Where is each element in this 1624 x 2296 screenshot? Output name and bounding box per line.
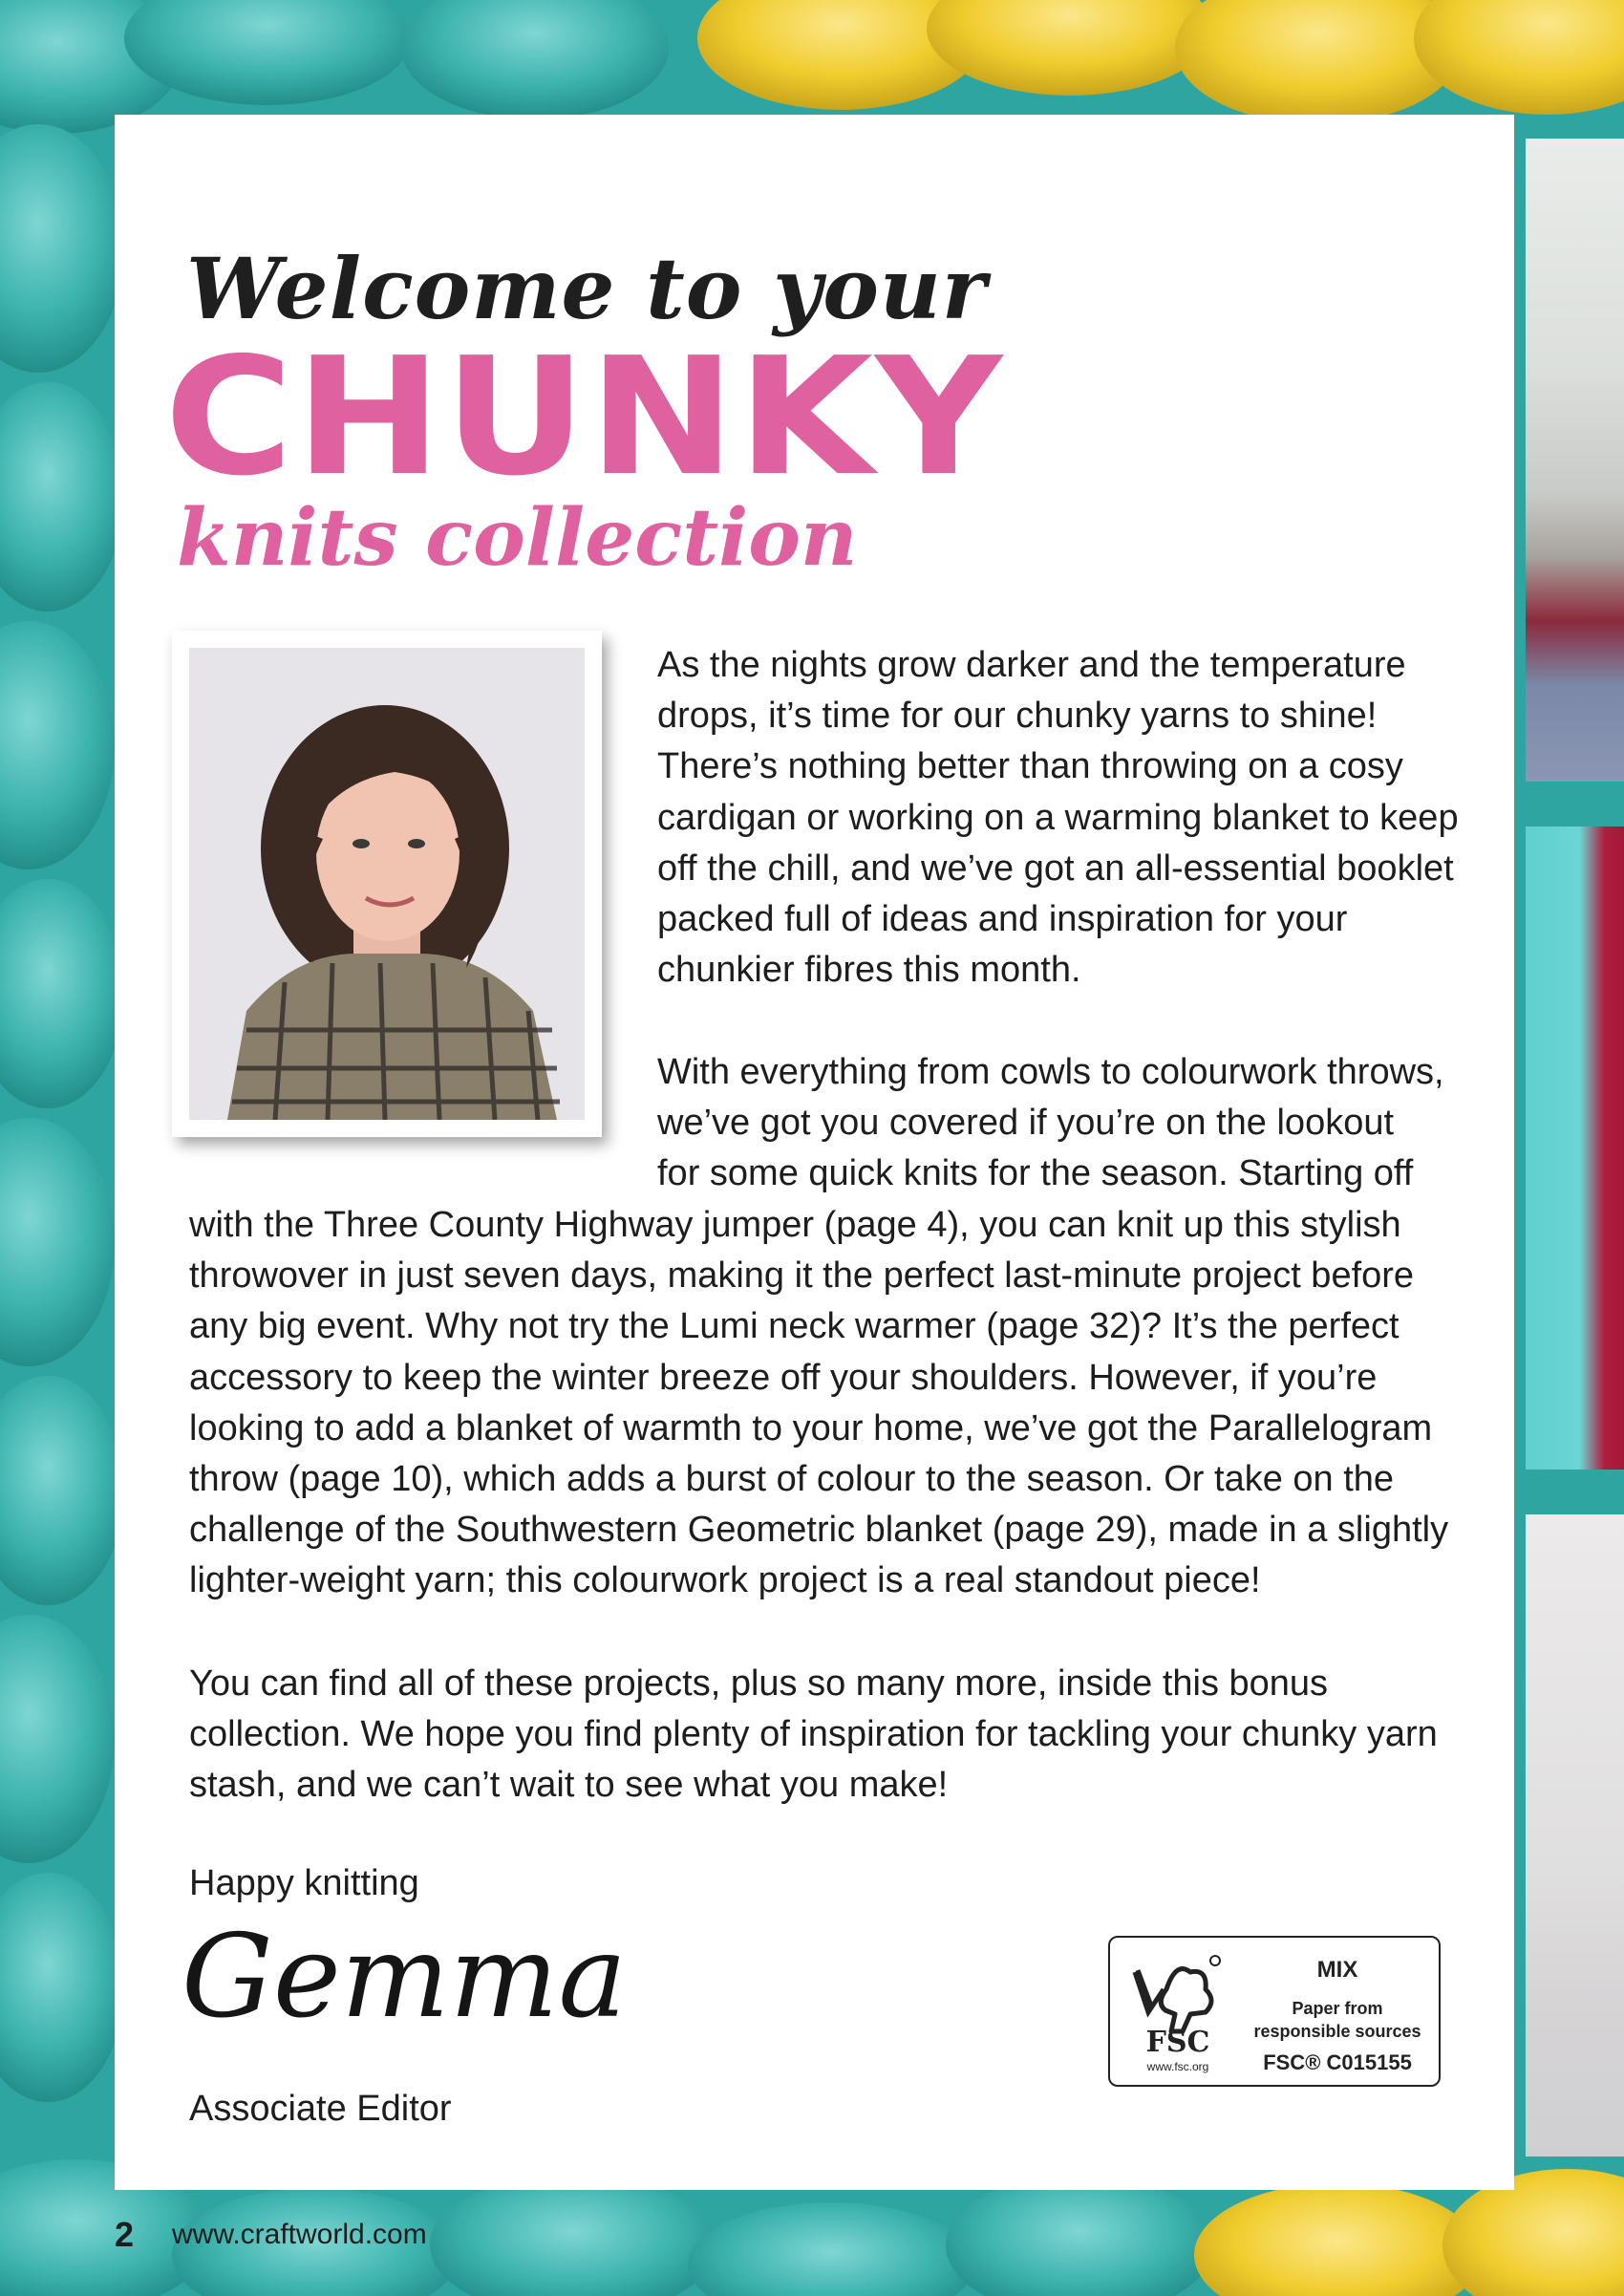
fsc-wordmark: FSC bbox=[1145, 2026, 1210, 2059]
projects-line: throw (page 10), which adds a burst of colour to the season. Or take on the bbox=[189, 1459, 1395, 1500]
preview-photo-sofa bbox=[1526, 139, 1624, 782]
projects-paragraph-top bbox=[657, 1047, 1444, 1200]
title-collection: knits collection bbox=[177, 492, 858, 584]
fsc-paper-from: Paper from bbox=[1292, 1999, 1383, 2018]
intro-line: chunkier fibres this month. bbox=[657, 950, 1081, 991]
fsc-badge bbox=[1108, 1936, 1441, 2087]
fsc-mix-label: MIX bbox=[1316, 1957, 1358, 1983]
closing-line: collection. We hope you find plenty of inspiration for tackling your chunky yarn bbox=[189, 1714, 1438, 1755]
projects-line: throwover in just seven days, making it the perfect last-minute project before bbox=[189, 1255, 1415, 1297]
fsc-url: www.fsc.org bbox=[1146, 2060, 1209, 2073]
title-chunky: CHUNKY bbox=[164, 323, 1005, 512]
intro-line: There’s nothing better than throwing on a cosy bbox=[657, 746, 1403, 787]
intro-line: drops, it’s time for our chunky yarns to shine! bbox=[657, 696, 1378, 737]
projects-line: with the Three County Highway jumper (page 4), you can knit up this stylish bbox=[189, 1205, 1401, 1245]
title-welcome: Welcome to your bbox=[186, 239, 988, 338]
intro-line: packed full of ideas and inspiration for your bbox=[657, 899, 1348, 940]
fsc-license-code: FSC® C015155 bbox=[1263, 2050, 1412, 2074]
editor-role: Associate Editor bbox=[189, 2089, 452, 2129]
signoff-greeting: Happy knitting bbox=[189, 1863, 419, 1903]
projects-paragraph bbox=[189, 1200, 1448, 1607]
editor-signature: Gemma bbox=[182, 1911, 627, 2044]
page-number: 2 bbox=[115, 2215, 135, 2254]
intro-line: off the chill, and we’ve got an all-essential booklet bbox=[657, 848, 1454, 889]
closing-paragraph bbox=[189, 1659, 1438, 1812]
projects-line: any big event. Why not try the Lumi neck warmer (page 32)? It’s the perfect bbox=[189, 1306, 1400, 1347]
intro-line: As the nights grow darker and the temperature bbox=[657, 645, 1406, 685]
editor-portrait bbox=[189, 648, 585, 1120]
intro-line: cardigan or working on a warming blanket to keep bbox=[657, 797, 1459, 838]
intro-paragraph bbox=[657, 640, 1459, 996]
closing-line: stash, and we can’t wait to see what you make! bbox=[189, 1765, 949, 1806]
projects-line: for some quick knits for the season. Starting off bbox=[657, 1153, 1414, 1194]
footer-website-link[interactable]: www.craftworld.com bbox=[172, 2219, 427, 2250]
projects-line: we’ve got you covered if you’re on the lookout bbox=[657, 1103, 1395, 1144]
projects-line: lighter-weight yarn; this colourwork project is a real standout piece! bbox=[189, 1560, 1261, 1601]
preview-photo-blanket bbox=[1526, 1514, 1624, 2157]
closing-line: You can find all of these projects, plus so many more, inside this bonus bbox=[189, 1663, 1329, 1704]
projects-line: With everything from cowls to colourwork throws, bbox=[657, 1052, 1444, 1092]
fsc-responsible-sources: responsible sources bbox=[1253, 2022, 1421, 2041]
projects-line: looking to add a blanket of warmth to your home, we’ve got the Parallelogram bbox=[189, 1407, 1433, 1448]
portrait-frame bbox=[172, 631, 602, 1137]
projects-line: accessory to keep the winter breeze off your shoulders. However, if you’re bbox=[189, 1357, 1378, 1398]
projects-line: challenge of the Southwestern Geometric blanket (page 29), made in a slightly bbox=[189, 1510, 1449, 1551]
preview-photo-cardigan bbox=[1526, 826, 1624, 1470]
